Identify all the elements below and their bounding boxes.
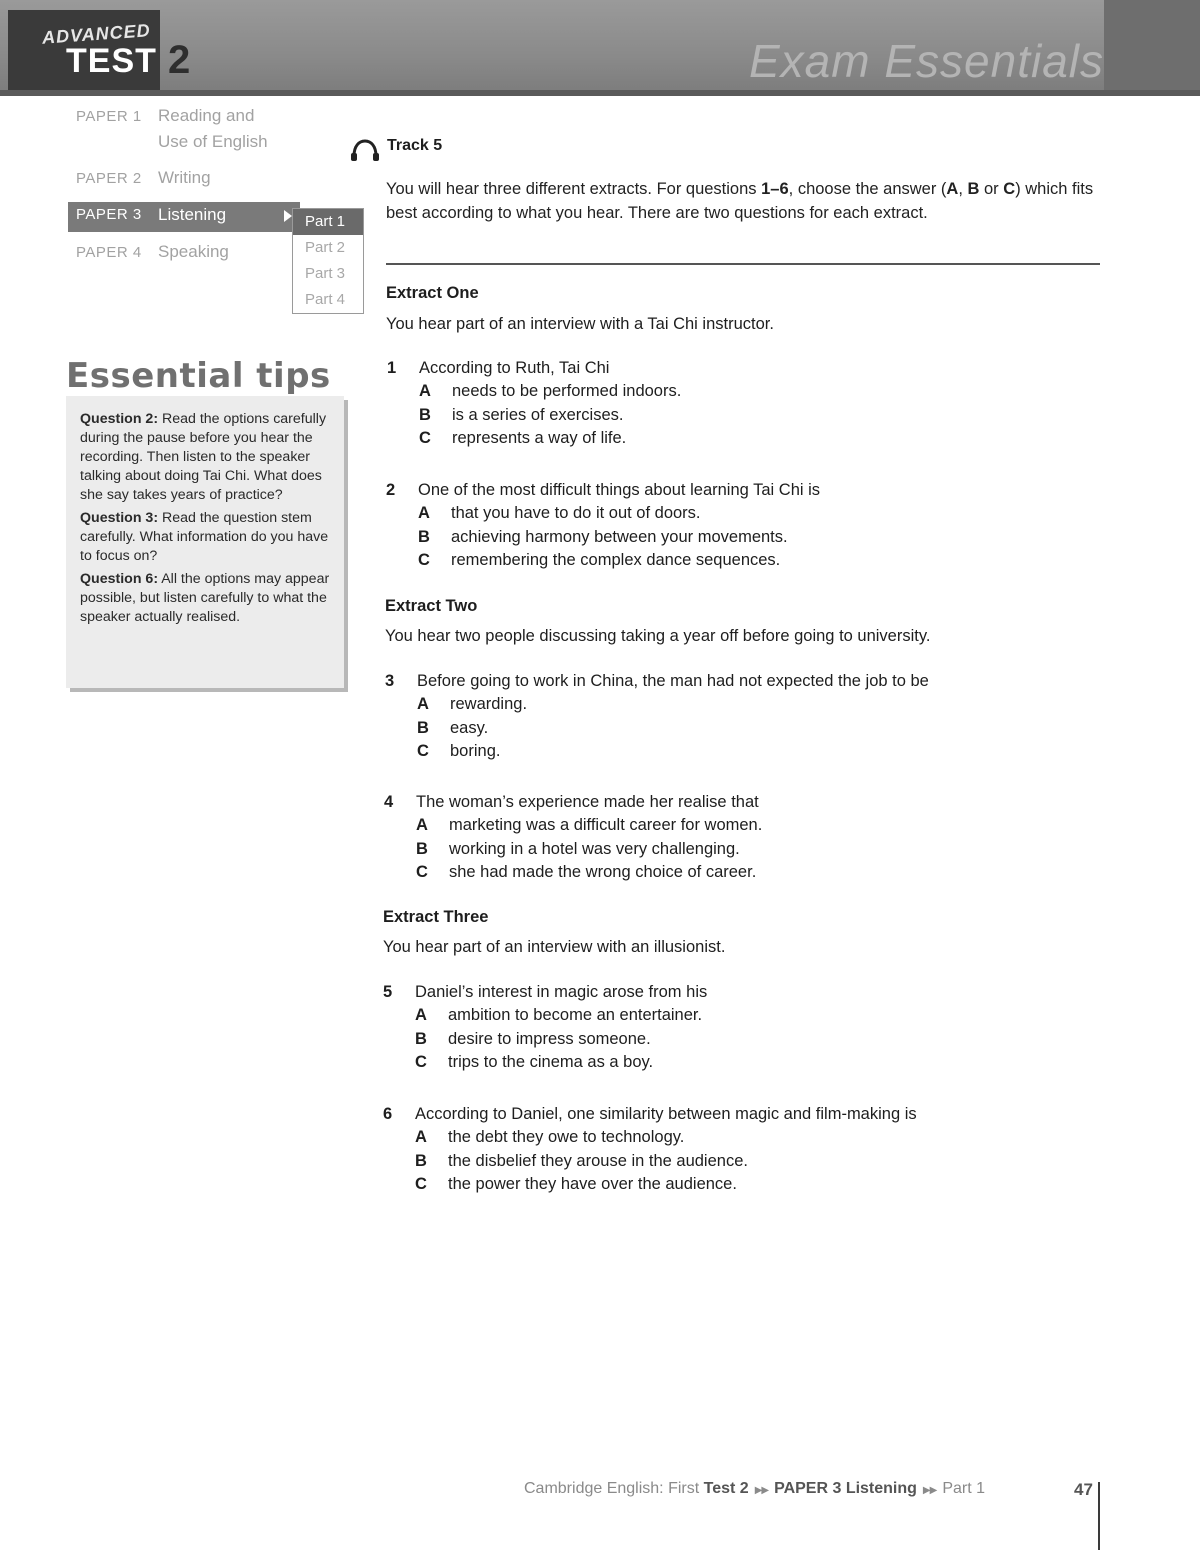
paper-name: Reading and: [158, 106, 255, 125]
option-letter: A: [417, 695, 429, 714]
question-stem: According to Ruth, Tai Chi: [419, 359, 610, 377]
question-stem: Before going to work in China, the man had not expected the job to be: [417, 672, 929, 690]
extract-1-intro: You hear part of an interview with a Tai Chi instructor.: [386, 315, 774, 333]
option-c[interactable]: [417, 740, 500, 763]
nav-paper-4[interactable]: [76, 242, 229, 262]
option-text: working in a hotel was very challenging.: [449, 839, 740, 858]
option-text: remembering the complex dance sequences.: [451, 551, 781, 570]
extract-3-title: Extract Three: [383, 908, 489, 926]
option-c[interactable]: [415, 1173, 737, 1196]
option-b[interactable]: [416, 838, 740, 861]
tip-question-3: [80, 509, 334, 566]
option-c[interactable]: [418, 549, 780, 572]
paper-name: Writing: [158, 168, 211, 187]
footer-series: Cambridge English: First: [524, 1480, 700, 1497]
option-b[interactable]: [417, 717, 488, 740]
question-stem: The woman’s experience made her realise that: [416, 793, 759, 811]
part-4-tab[interactable]: Part 4: [305, 291, 346, 308]
instructions-text: ) which fits best according to what you hear. There are two questions for each extract.: [386, 180, 1094, 222]
tips-box: [66, 396, 344, 688]
nav-paper-1[interactable]: [76, 106, 254, 126]
page-number: 47: [1074, 1480, 1093, 1499]
option-text: boring.: [450, 742, 501, 761]
page-header: [0, 0, 1200, 94]
option-letter: C: [415, 1053, 427, 1072]
double-chevron-icon: ▶▶: [754, 1485, 769, 1496]
logo-advanced: ADVANCED: [41, 20, 152, 48]
footer-part: Part 1: [942, 1480, 985, 1497]
header-shadow: [0, 90, 1200, 96]
paper-name: Speaking: [158, 242, 229, 261]
option-letter: C: [419, 429, 431, 448]
extract-2-intro: You hear two people discussing taking a year off before going to university.: [385, 627, 931, 645]
option-a[interactable]: [419, 380, 681, 403]
question-number: 4: [384, 793, 394, 811]
option-c[interactable]: [416, 861, 756, 884]
option-a[interactable]: [418, 502, 701, 525]
footer-section: Listening: [845, 1480, 917, 1497]
parts-menu: [292, 208, 364, 314]
option-text: the power they have over the audience.: [448, 1175, 737, 1194]
part-2-tab[interactable]: Part 2: [305, 239, 346, 256]
option-letter: A: [416, 816, 428, 835]
option-text: that you have to do it out of doors.: [451, 504, 701, 523]
instructions-range: 1–6: [761, 180, 789, 198]
option-text: the disbelief they arouse in the audience.: [448, 1151, 748, 1170]
option-letter: B: [418, 527, 430, 546]
option-b[interactable]: [419, 404, 623, 427]
option-text: ambition to become an entertainer.: [448, 1006, 703, 1025]
question-number: 5: [383, 983, 393, 1001]
extract-1-title: Extract One: [386, 284, 479, 302]
paper-number: PAPER 1: [76, 108, 142, 125]
page-number-rule: [1098, 1482, 1100, 1550]
question-number: 6: [383, 1105, 393, 1123]
nav-paper-2[interactable]: [76, 168, 211, 188]
question-number: 2: [386, 481, 396, 499]
option-letter: C: [417, 742, 429, 761]
part-1-tab[interactable]: Part 1: [293, 209, 363, 235]
option-letter: A: [418, 504, 430, 523]
instructions-text: , choose the answer (: [788, 180, 947, 198]
option-a[interactable]: [415, 1004, 702, 1027]
paper-number: PAPER 3: [76, 206, 142, 223]
option-text: represents a way of life.: [452, 429, 627, 448]
option-text: needs to be performed indoors.: [452, 382, 682, 401]
option-text: marketing was a difficult career for women.: [449, 816, 763, 835]
option-b[interactable]: [418, 526, 788, 549]
option-letter: C: [418, 551, 430, 570]
option-a[interactable]: [415, 1126, 684, 1149]
headphones-icon: [350, 138, 380, 162]
option-text: trips to the cinema as a boy.: [448, 1053, 654, 1072]
option-letter: B: [415, 1151, 427, 1170]
header-right-bar: [1104, 0, 1200, 94]
logo-test: TEST: [66, 42, 157, 80]
option-letter: A: [419, 382, 431, 401]
option-letter: B: [417, 718, 429, 737]
question-stem: Daniel’s interest in magic arose from his: [415, 983, 708, 1001]
option-b[interactable]: [415, 1150, 748, 1173]
option-a[interactable]: [416, 814, 762, 837]
tip-question-2: [80, 410, 334, 505]
option-b[interactable]: [415, 1028, 651, 1051]
footer-test: Test 2: [703, 1480, 749, 1497]
option-letter: B: [416, 839, 428, 858]
instructions-option: C: [1003, 180, 1016, 198]
option-letter: A: [415, 1128, 427, 1147]
option-letter: B: [419, 405, 431, 424]
tip-label: Question 6:: [80, 571, 159, 587]
nav-paper-1-line2[interactable]: [158, 132, 268, 152]
option-text: the debt they owe to technology.: [448, 1128, 685, 1147]
instructions-text: You will hear three different extracts. For questions: [386, 180, 762, 198]
option-c[interactable]: [419, 427, 626, 450]
tip-label: Question 3:: [80, 510, 159, 526]
brand-title: Exam Essentials: [748, 35, 1104, 87]
option-text: is a series of exercises.: [452, 405, 624, 424]
footer-paper: PAPER 3: [774, 1480, 842, 1497]
question-stem: According to Daniel, one similarity between magic and film-making is: [415, 1105, 917, 1123]
double-chevron-icon: ▶▶: [922, 1485, 937, 1496]
option-letter: A: [415, 1006, 427, 1025]
option-letter: B: [415, 1029, 427, 1048]
page-footer: [524, 1480, 985, 1498]
triangle-right-icon: [284, 210, 292, 222]
instructions-text: ,: [958, 180, 968, 198]
question-number: 3: [385, 672, 395, 690]
paper-name: Listening: [158, 205, 227, 224]
task-instructions: [386, 178, 1100, 225]
tip-text: Read the question stem carefully. What information do you have to focus on?: [80, 510, 329, 564]
tip-question-6: [80, 570, 334, 627]
option-text: she had made the wrong choice of career.: [449, 863, 757, 882]
question-number: 1: [387, 359, 397, 377]
option-c[interactable]: [415, 1051, 653, 1074]
instructions-text: or: [979, 180, 1004, 198]
tip-text: All the options may appear possible, but listen carefully to what the speaker actually realised.: [80, 571, 330, 625]
divider: [386, 263, 1100, 265]
logo-test-number: 2: [168, 38, 191, 82]
option-text: easy.: [450, 718, 489, 737]
track-label: Track 5: [387, 137, 443, 154]
instructions-option: A: [946, 180, 959, 198]
option-a[interactable]: [417, 693, 527, 716]
paper-number: PAPER 4: [76, 244, 142, 261]
nav-paper-3-active[interactable]: [68, 202, 300, 232]
instructions-option: B: [967, 180, 980, 198]
tip-label: Question 2:: [80, 411, 159, 427]
part-3-tab[interactable]: Part 3: [305, 265, 346, 282]
option-letter: C: [415, 1175, 427, 1194]
option-text: rewarding.: [450, 695, 528, 714]
paper-name-line2: Use of English: [158, 132, 268, 151]
extract-3-intro: You hear part of an interview with an illusionist.: [383, 938, 726, 956]
option-letter: C: [416, 863, 428, 882]
tip-text: Read the options carefully during the pause before you hear the recording. Then listen to the speaker talking about doing Tai Chi. What does she say takes years of practice?: [80, 411, 327, 503]
paper-number: PAPER 2: [76, 170, 142, 187]
extract-2-title: Extract Two: [385, 597, 478, 615]
option-text: desire to impress someone.: [448, 1029, 651, 1048]
tips-title: Essential tips: [66, 356, 331, 396]
question-stem: One of the most difficult things about learning Tai Chi is: [418, 481, 821, 499]
option-text: achieving harmony between your movements.: [451, 527, 788, 546]
